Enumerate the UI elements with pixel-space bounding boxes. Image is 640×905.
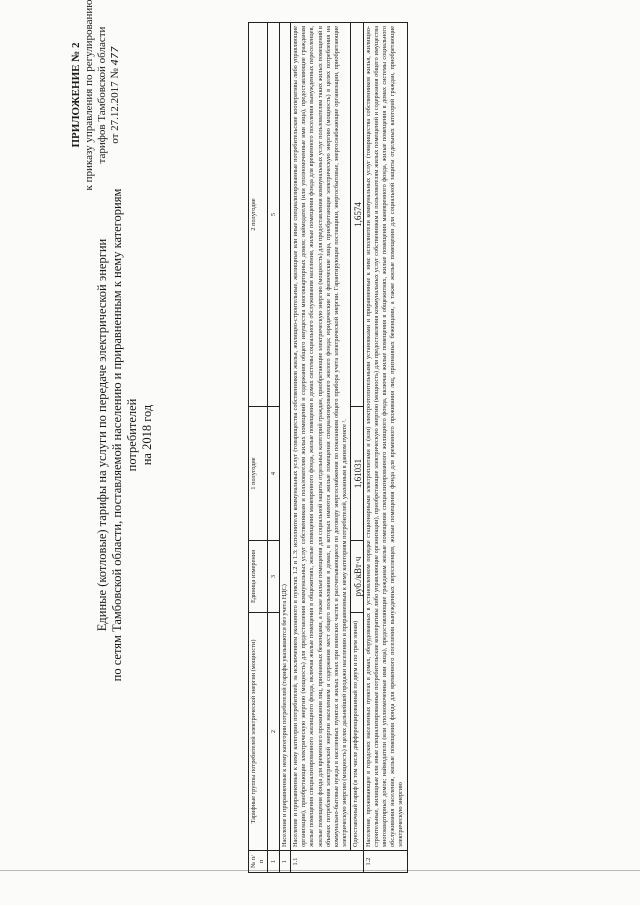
appendix-line-2: тарифов Тамбовской области	[96, 26, 108, 164]
index-cell: 1	[268, 851, 280, 873]
document-title	[95, 155, 155, 715]
single-rate-label: Одноставочный тариф (в том числе дифференцированный по двум и по трем зонам)	[350, 613, 363, 851]
title-line-1: Единые (котловые) тарифы на услуги по передаче электрической энергии	[95, 238, 109, 632]
row-1-1	[291, 23, 351, 873]
appendix-line-1: к приказу управления по регулированию	[83, 0, 95, 191]
index-cell: 3	[268, 541, 280, 613]
section-text: Население и приравненные к нему категории потребителей (тарифы указываются без учета НДС)	[280, 23, 291, 851]
header-unit: Единица измерения	[249, 541, 268, 613]
appendix-date-prefix: от 27.12.2017 №	[109, 68, 121, 144]
index-cell: 5	[268, 23, 280, 407]
row-1-1-num: 1.1	[291, 851, 364, 873]
header-half-2: 2 полугодие	[249, 23, 268, 407]
section-num: 1	[280, 851, 291, 873]
handwritten-order-number: 477	[110, 46, 121, 66]
header-half-1: 1 полугодие	[249, 407, 268, 541]
header-num: № п/п	[249, 851, 268, 873]
header-row	[249, 23, 268, 873]
title-line-3: на 2018 год	[140, 404, 154, 466]
row-single-rate	[350, 23, 363, 873]
tariff-table	[248, 22, 408, 873]
index-cell: 4	[268, 407, 280, 541]
index-row	[268, 23, 280, 873]
single-rate-half-2: 1,6574	[350, 23, 363, 407]
single-rate-unit: руб./кВт·ч	[350, 541, 363, 613]
appendix-number: ПРИЛОЖЕНИЕ № 2	[70, 42, 82, 148]
row-1-2-text: Население, проживающее в городских населенных пунктах в домах, оборудованных в установленном порядке стационарными электроплитами и (или) электроотопительными установками и приравненные к ним: исполнители коммунальных услуг (товарищества собственников жилья, жилищно-строительные, жилищные или иные специализированные потребительские кооперативы либо управляющие организации), приобретающие электрическую энергию (мощность) для предоставления коммунальных услуг собственникам и пользователям жилых помещений и содержания общего имущества многоквартирных домов; наймодатели (или уполномоченные ими лица), предоставляющие гражданам жилые помещения специализированного жилищного фонда, включая жилые помещения в общежитиях, жилые помещения маневренного фонда, жилые помещения в домах системы социального обслуживания населения, жилые помещения фонда для временного поселения вынужденных переселенцев, жилые помещения фонда для временного проживания лиц, признанных беженцами, а также жилые помещения для социальной защиты отдельных категорий граждан, приобретающие электрическую энергию	[364, 23, 407, 851]
index-cell: 2	[268, 613, 280, 851]
section-row	[280, 23, 291, 873]
row-1-2-num: 1.2	[364, 851, 407, 873]
row-1-1-text: Население и приравненные к нему категории потребителей, за исключением указанного в пунктах 1.2 и 1.3: исполнители коммунальных услуг (товарищества собственников жилья, жилищно-строительные, жилищные или иные специализированные потребительские кооперативы либо управляющие организации), приобретающие электрическую энергию (мощность) для предоставления коммунальных услуг собственникам и пользователям жилых помещений и содержания общего имущества многоквартирных домов; наймодатели (или уполномоченные ими лица), предоставляющие гражданам жилые помещения специализированного жилищного фонда, включая жилые помещения в общежитиях, жилые помещения маневренного фонда, жилые помещения в домах системы социального обслуживания населения, жилые помещения фонда для временного поселения вынужденных переселенцев, жилые помещения фонда для временного проживания лиц, признанных беженцами, а также жилые помещения для социальной защиты отдельных категорий граждан, приобретающие электрическую энергию (мощность) для предоставления коммунальных услуг пользователям таких жилых помещений в объемах потребления электрической энергии населением и содержания мест общего пользования в домах, в которых имеются жилые помещения специализированного жилого фонда; юридические и физические лица, приобретающие электрическую энергию (мощность) в целях потребления на коммунально-бытовые нужды в населенных пунктах и жилых зонах при воинских частях и рассчитывающиеся по договору энергоснабжения по показаниям общего прибора учета электрической энергии. Гарантирующие поставщики, энергосбытовые, энергоснабжающие организации, приобретающие электрическую энергию (мощность) в целях дальнейшей продажи населению и приравненным к нему категориям потребителей, указанным в данном пункте ¹.	[291, 23, 351, 851]
header-group: Тарифные группы потребителей электрической энергии (мощности)	[249, 613, 268, 851]
title-line-2: по сетям Тамбовской области, поставляемой населению и приравненным к нему категориям потребителей	[110, 188, 139, 682]
single-rate-half-1: 1,61031	[350, 407, 363, 541]
row-1-2	[364, 23, 407, 873]
